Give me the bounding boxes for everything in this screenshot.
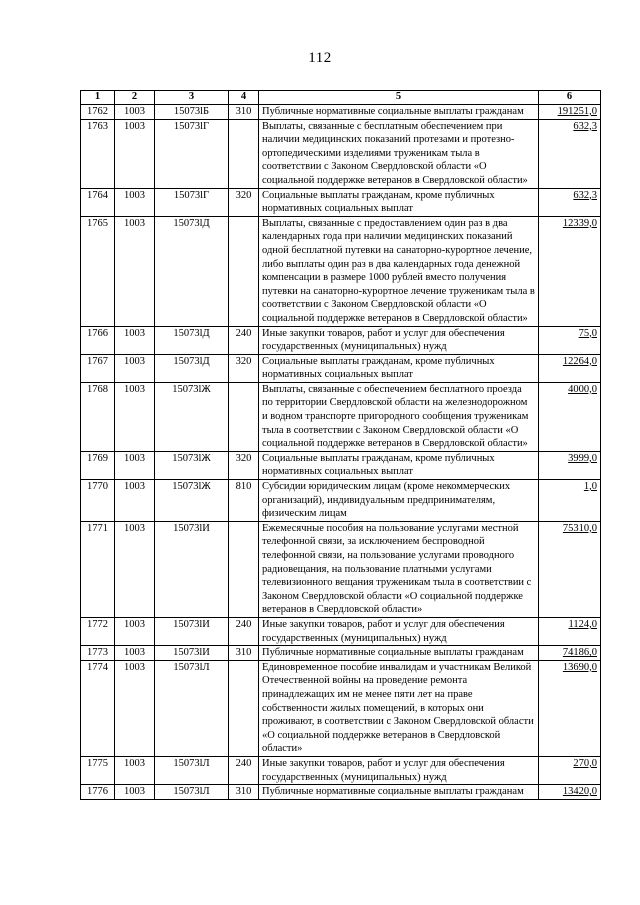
amount-cell bbox=[539, 617, 601, 645]
section-code-cell: 1003 bbox=[115, 660, 155, 756]
column-header: 3 bbox=[155, 91, 229, 105]
row-number-cell: 1767 bbox=[81, 354, 115, 382]
table-row bbox=[81, 105, 601, 120]
description-cell: Ежемесячные пособия на пользование услугами местной телефонной связи, за исключением беспроводной телефонной связи, на пользование услугами проводного радиовещания, на пользование платными услугами телевизионного вещания труженикам тыла в соответствии с Законом Свердловской области «О социальной поддержке ветеранов в Свердловской области» bbox=[259, 521, 539, 617]
row-number-cell: 1763 bbox=[81, 119, 115, 188]
amount-cell bbox=[539, 480, 601, 522]
table-row bbox=[81, 480, 601, 522]
section-code-cell: 1003 bbox=[115, 216, 155, 326]
section-code-cell: 1003 bbox=[115, 756, 155, 784]
table-row bbox=[81, 119, 601, 188]
section-code-cell: 1003 bbox=[115, 785, 155, 800]
amount-value: 74186,0 bbox=[562, 647, 597, 659]
amount-value: 3999,0 bbox=[568, 452, 597, 464]
target-article-cell: 15073lЖ bbox=[155, 451, 229, 479]
amount-cell bbox=[539, 119, 601, 188]
column-header: 2 bbox=[115, 91, 155, 105]
amount-value: 632,3 bbox=[573, 189, 597, 201]
amount-value: 75310,0 bbox=[562, 522, 597, 534]
description-cell: Выплаты, связанные с предоставлением один раз в два календарных года при наличии медицинских показаний одной бесплатной путевки на санаторно-курортное лечение, либо выплаты один раз в два календарных года денежной компенсации в размере 1000 рублей вместо получения путевки на санаторно-курортное лечение труженикам тыла в соответствии с Законом Свердловской области «О социальной поддержке ветеранов в Свердловской области» bbox=[259, 216, 539, 326]
target-article-cell: 15073lИ bbox=[155, 521, 229, 617]
expense-type-cell: 240 bbox=[229, 756, 259, 784]
target-article-cell: 15073lБ bbox=[155, 105, 229, 120]
description-cell: Иные закупки товаров, работ и услуг для обеспечения государственных (муниципальных) нужд bbox=[259, 326, 539, 354]
expense-type-cell: 320 bbox=[229, 354, 259, 382]
amount-cell bbox=[539, 188, 601, 216]
section-code-cell: 1003 bbox=[115, 382, 155, 451]
target-article-cell: 15073lД bbox=[155, 354, 229, 382]
description-cell: Социальные выплаты гражданам, кроме публичных нормативных социальных выплат bbox=[259, 188, 539, 216]
amount-value: 12339,0 bbox=[562, 217, 597, 229]
expense-type-cell: 310 bbox=[229, 105, 259, 120]
expense-type-cell bbox=[229, 216, 259, 326]
table-row bbox=[81, 617, 601, 645]
amount-cell bbox=[539, 660, 601, 756]
target-article-cell: 15073lД bbox=[155, 216, 229, 326]
amount-value: 4000,0 bbox=[568, 383, 597, 395]
column-header: 1 bbox=[81, 91, 115, 105]
description-cell: Социальные выплаты гражданам, кроме публичных нормативных социальных выплат bbox=[259, 354, 539, 382]
row-number-cell: 1769 bbox=[81, 451, 115, 479]
description-cell: Публичные нормативные социальные выплаты гражданам bbox=[259, 646, 539, 661]
row-number-cell: 1770 bbox=[81, 480, 115, 522]
description-cell: Единовременное пособие инвалидам и участникам Великой Отечественной войны на проведение ремонта принадлежащих им не менее пяти лет на праве собственности жилых помещений, в которых они проживают, в соответствии с Законом Свердловской области «О социальной поддержке ветеранов в Свердловской области» bbox=[259, 660, 539, 756]
expense-type-cell: 810 bbox=[229, 480, 259, 522]
section-code-cell: 1003 bbox=[115, 617, 155, 645]
column-header: 5 bbox=[259, 91, 539, 105]
target-article-cell: 15073lЖ bbox=[155, 382, 229, 451]
target-article-cell: 15073lИ bbox=[155, 617, 229, 645]
section-code-cell: 1003 bbox=[115, 480, 155, 522]
expense-type-cell: 320 bbox=[229, 188, 259, 216]
amount-cell bbox=[539, 521, 601, 617]
section-code-cell: 1003 bbox=[115, 326, 155, 354]
target-article-cell: 15073lЛ bbox=[155, 660, 229, 756]
section-code-cell: 1003 bbox=[115, 105, 155, 120]
amount-value: 1,0 bbox=[583, 481, 597, 493]
amount-cell bbox=[539, 451, 601, 479]
section-code-cell: 1003 bbox=[115, 521, 155, 617]
expense-type-cell: 320 bbox=[229, 451, 259, 479]
row-number-cell: 1766 bbox=[81, 326, 115, 354]
expense-type-cell bbox=[229, 119, 259, 188]
row-number-cell: 1771 bbox=[81, 521, 115, 617]
section-code-cell: 1003 bbox=[115, 646, 155, 661]
target-article-cell: 15073lИ bbox=[155, 646, 229, 661]
expense-type-cell: 240 bbox=[229, 617, 259, 645]
target-article-cell: 15073lЛ bbox=[155, 756, 229, 784]
row-number-cell: 1774 bbox=[81, 660, 115, 756]
amount-cell bbox=[539, 326, 601, 354]
table-row bbox=[81, 216, 601, 326]
amount-value: 1124,0 bbox=[568, 618, 597, 630]
section-code-cell: 1003 bbox=[115, 188, 155, 216]
description-cell: Публичные нормативные социальные выплаты гражданам bbox=[259, 785, 539, 800]
row-number-cell: 1762 bbox=[81, 105, 115, 120]
row-number-cell: 1764 bbox=[81, 188, 115, 216]
amount-cell bbox=[539, 646, 601, 661]
amount-value: 13420,0 bbox=[562, 786, 597, 798]
description-cell: Выплаты, связанные с бесплатным обеспечением при наличии медицинских показаний протезами и протезно-ортопедическими изделиями труженикам тыла в соответствии с Законом Свердловской области «О социальной поддержке ветеранов в Свердловской области» bbox=[259, 119, 539, 188]
target-article-cell: 15073lД bbox=[155, 326, 229, 354]
expense-type-cell: 240 bbox=[229, 326, 259, 354]
target-article-cell: 15073lЖ bbox=[155, 480, 229, 522]
expense-type-cell: 310 bbox=[229, 785, 259, 800]
amount-value: 270,0 bbox=[573, 757, 597, 769]
row-number-cell: 1773 bbox=[81, 646, 115, 661]
description-cell: Иные закупки товаров, работ и услуг для обеспечения государственных (муниципальных) нужд bbox=[259, 617, 539, 645]
table-row bbox=[81, 756, 601, 784]
amount-cell bbox=[539, 354, 601, 382]
expense-type-cell bbox=[229, 521, 259, 617]
target-article-cell: 15073lЛ bbox=[155, 785, 229, 800]
table-row bbox=[81, 660, 601, 756]
amount-cell bbox=[539, 105, 601, 120]
amount-value: 12264,0 bbox=[562, 355, 597, 367]
row-number-cell: 1775 bbox=[81, 756, 115, 784]
row-number-cell: 1776 bbox=[81, 785, 115, 800]
description-cell: Публичные нормативные социальные выплаты гражданам bbox=[259, 105, 539, 120]
amount-value: 13690,0 bbox=[562, 661, 597, 673]
description-cell: Субсидии юридическим лицам (кроме некоммерческих организаций), индивидуальным предпринимателям, физическим лицам bbox=[259, 480, 539, 522]
column-header: 4 bbox=[229, 91, 259, 105]
row-number-cell: 1768 bbox=[81, 382, 115, 451]
amount-value: 75,0 bbox=[578, 327, 597, 339]
expense-type-cell: 310 bbox=[229, 646, 259, 661]
table-row bbox=[81, 451, 601, 479]
table-row bbox=[81, 354, 601, 382]
table-row bbox=[81, 521, 601, 617]
row-number-cell: 1772 bbox=[81, 617, 115, 645]
target-article-cell: 15073lГ bbox=[155, 188, 229, 216]
section-code-cell: 1003 bbox=[115, 354, 155, 382]
amount-cell bbox=[539, 756, 601, 784]
amount-cell bbox=[539, 216, 601, 326]
table-row bbox=[81, 646, 601, 661]
table-row bbox=[81, 188, 601, 216]
amount-value: 191251,0 bbox=[557, 106, 597, 117]
column-header: 6 bbox=[539, 91, 601, 105]
budget-table bbox=[80, 90, 601, 800]
row-number-cell: 1765 bbox=[81, 216, 115, 326]
table-row bbox=[81, 785, 601, 800]
description-cell: Выплаты, связанные с обеспечением бесплатного проезда по территории Свердловской области на железнодорожном и водном транспорте пригородного сообщения труженикам тыла в соответствии с Законом Свердловской области «О социальной поддержке ветеранов в Свердловской области» bbox=[259, 382, 539, 451]
expense-type-cell bbox=[229, 660, 259, 756]
description-cell: Социальные выплаты гражданам, кроме публичных нормативных социальных выплат bbox=[259, 451, 539, 479]
section-code-cell: 1003 bbox=[115, 451, 155, 479]
amount-cell bbox=[539, 382, 601, 451]
section-code-cell: 1003 bbox=[115, 119, 155, 188]
amount-value: 632,3 bbox=[573, 120, 597, 132]
description-cell: Иные закупки товаров, работ и услуг для обеспечения государственных (муниципальных) нужд bbox=[259, 756, 539, 784]
table-row bbox=[81, 326, 601, 354]
target-article-cell: 15073lГ bbox=[155, 119, 229, 188]
table-row bbox=[81, 382, 601, 451]
amount-cell bbox=[539, 785, 601, 800]
table-header-row bbox=[81, 91, 601, 105]
page-number: 112 bbox=[308, 50, 332, 66]
expense-type-cell bbox=[229, 382, 259, 451]
